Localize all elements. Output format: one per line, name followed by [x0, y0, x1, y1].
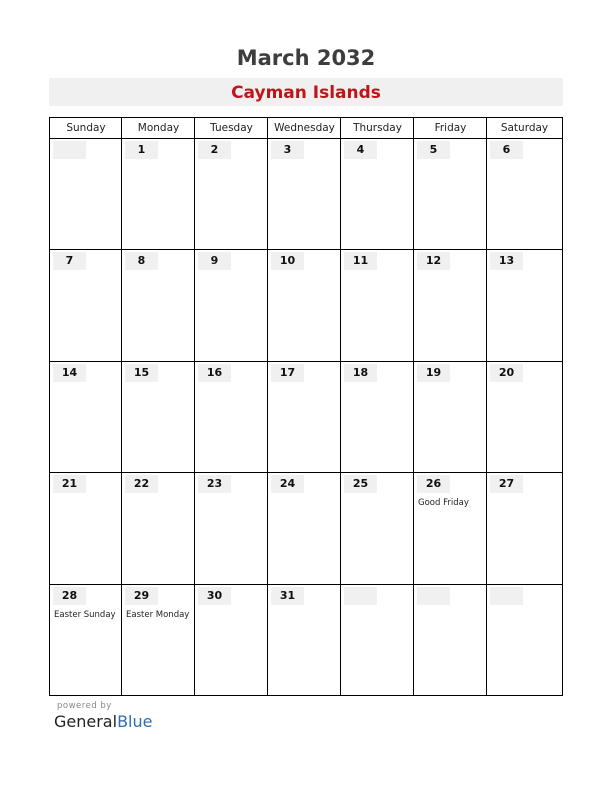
day-number: 14 [61, 366, 78, 379]
day-cell[interactable] [414, 473, 486, 583]
day-cell[interactable] [122, 585, 194, 695]
country-band [49, 78, 563, 106]
weekday-saturday: Saturday [500, 122, 549, 134]
day-cell[interactable] [122, 473, 194, 583]
day-number-box [198, 475, 231, 493]
day-number-box [344, 475, 377, 493]
brand-general: General [54, 712, 118, 731]
day-number: 9 [210, 254, 219, 267]
day-number: 18 [352, 366, 369, 379]
day-cell[interactable] [414, 362, 486, 472]
day-number-box [198, 364, 231, 382]
day-cell[interactable] [341, 585, 413, 695]
holiday-label: Easter Monday [126, 610, 190, 620]
day-cell[interactable] [195, 473, 267, 583]
day-number-box [125, 587, 158, 605]
day-number-box [417, 252, 450, 270]
day-cell[interactable] [414, 139, 486, 249]
brand-blue: Blue [117, 712, 153, 731]
day-number-box [53, 475, 86, 493]
day-number-box [490, 141, 523, 159]
day-number-box [198, 587, 231, 605]
calendar-grid [49, 117, 563, 696]
weekday-monday: Monday [137, 122, 180, 134]
day-cell[interactable] [341, 139, 413, 249]
day-number-box [490, 587, 523, 605]
day-number-box [198, 252, 231, 270]
day-cell[interactable] [268, 473, 340, 583]
day-cell[interactable] [195, 250, 267, 360]
day-number: 25 [352, 477, 369, 490]
day-number: 21 [61, 477, 78, 490]
day-number: 24 [279, 477, 296, 490]
day-cell[interactable] [268, 585, 340, 695]
day-number-box [198, 141, 231, 159]
day-cell[interactable] [487, 362, 561, 472]
day-number: 17 [279, 366, 296, 379]
day-number: 31 [279, 589, 296, 602]
day-number-box [271, 587, 304, 605]
day-cell[interactable] [487, 585, 561, 695]
day-number: 30 [206, 589, 223, 602]
day-number-box [344, 364, 377, 382]
day-cell[interactable] [487, 250, 561, 360]
day-number: 2 [210, 143, 219, 156]
day-number: 10 [279, 254, 296, 267]
day-number-box [125, 252, 158, 270]
day-cell[interactable] [268, 362, 340, 472]
day-number: 26 [425, 477, 442, 490]
day-cell[interactable] [50, 250, 121, 360]
day-number-box [53, 141, 86, 159]
day-cell[interactable] [341, 473, 413, 583]
day-number: 16 [206, 366, 223, 379]
weekday-sunday: Sunday [66, 122, 106, 134]
day-number-box [490, 475, 523, 493]
day-cell[interactable] [195, 362, 267, 472]
day-number: 5 [429, 143, 438, 156]
holiday-label: Good Friday [418, 498, 469, 508]
day-cell[interactable] [268, 139, 340, 249]
day-number-box [271, 141, 304, 159]
weekday-tuesday: Tuesday [210, 122, 253, 134]
day-number-box [417, 475, 450, 493]
day-number: 11 [352, 254, 369, 267]
day-number: 22 [133, 477, 150, 490]
day-cell[interactable] [122, 250, 194, 360]
weekday-friday: Friday [434, 122, 467, 134]
day-cell[interactable] [122, 139, 194, 249]
day-cell[interactable] [341, 250, 413, 360]
day-number: 12 [425, 254, 442, 267]
day-number-box [125, 141, 158, 159]
day-number-box [53, 587, 86, 605]
day-number-box [417, 141, 450, 159]
day-cell[interactable] [414, 250, 486, 360]
day-number-box [271, 252, 304, 270]
day-number-box [417, 364, 450, 382]
day-cell[interactable] [414, 585, 486, 695]
day-number-box [490, 364, 523, 382]
day-number-box [417, 587, 450, 605]
holiday-label: Easter Sunday [54, 610, 116, 620]
day-number-box [53, 252, 86, 270]
brand-logo[interactable] [54, 712, 152, 731]
day-number: 7 [65, 254, 74, 267]
day-cell[interactable] [487, 473, 561, 583]
day-number: 15 [133, 366, 150, 379]
weekday-wednesday: Wednesday [274, 122, 335, 134]
country-name: Cayman Islands [231, 83, 381, 103]
day-number: 19 [425, 366, 442, 379]
day-number: 20 [498, 366, 515, 379]
day-number-box [271, 364, 304, 382]
day-number-box [125, 475, 158, 493]
day-number-box [490, 252, 523, 270]
day-number: 6 [502, 143, 511, 156]
day-number-box [271, 475, 304, 493]
day-number: 13 [498, 254, 515, 267]
day-cell[interactable] [50, 139, 121, 249]
day-number-box [344, 252, 377, 270]
day-cell[interactable] [195, 139, 267, 249]
day-number: 29 [133, 589, 150, 602]
powered-by-label: powered by [57, 701, 112, 711]
day-number: 3 [283, 143, 292, 156]
day-cell[interactable] [122, 362, 194, 472]
day-number: 1 [137, 143, 146, 156]
day-number: 27 [498, 477, 515, 490]
day-cell[interactable] [50, 473, 121, 583]
day-cell[interactable] [341, 362, 413, 472]
day-number-box [344, 141, 377, 159]
day-cell[interactable] [50, 362, 121, 472]
day-cell[interactable] [268, 250, 340, 360]
page-title: March 2032 [236, 46, 376, 70]
day-cell[interactable] [195, 585, 267, 695]
day-cell[interactable] [487, 139, 561, 249]
day-number: 23 [206, 477, 223, 490]
day-number-box [53, 364, 86, 382]
day-number: 4 [356, 143, 365, 156]
day-cell[interactable] [50, 585, 121, 695]
day-number-box [125, 364, 158, 382]
weekday-thursday: Thursday [353, 122, 402, 134]
day-number-box [344, 587, 377, 605]
day-number: 8 [137, 254, 146, 267]
day-number: 28 [61, 589, 78, 602]
